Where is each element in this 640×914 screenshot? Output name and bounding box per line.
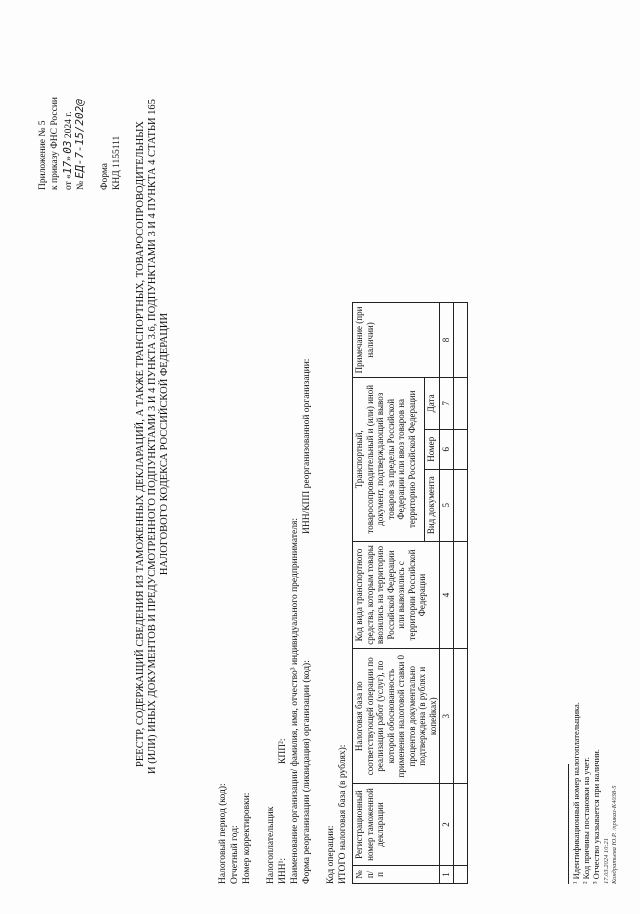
report-year-label: Отчетный год:	[230, 825, 240, 884]
header-num: № п/п	[353, 866, 440, 884]
footnote-1: ¹ Идентификационный номер налогоплательщика.	[571, 702, 581, 884]
col-number: 3	[440, 649, 454, 784]
reorg-form-label: Форма реорганизации (ликвидация) организации (код):	[302, 660, 312, 884]
total-tax-base-label: ИТОГО налоговая база (в рублях):	[338, 744, 348, 884]
empty-cell	[453, 469, 467, 541]
form-label: Форма	[100, 162, 110, 190]
col-number: 8	[440, 303, 454, 378]
header-doc-date: Дата	[425, 377, 440, 429]
appendix-number	[74, 99, 87, 190]
empty-row	[453, 303, 467, 884]
title-line3: НАЛОГОВОГО КОДЕКСА РОССИЙСКОЙ ФЕДЕРАЦИИ	[159, 312, 170, 576]
empty-cell	[453, 377, 467, 429]
col-number: 7	[440, 377, 454, 429]
header-transport-code: Код вида транспортного средства, которым товары ввозились на территорию Российской Федерации или вывозились с территории Российской Федерации	[353, 541, 440, 649]
col-number: 1	[440, 866, 454, 884]
inn-label: ИНН¹:	[278, 857, 288, 884]
column-number-row	[440, 303, 454, 884]
stamp-line1: 17.03.2024 10:21	[603, 837, 610, 884]
col-number: 6	[440, 429, 454, 469]
header-doc-number: Номер	[425, 429, 440, 469]
empty-cell	[453, 541, 467, 649]
tax-period-label: Налоговый период (код):	[218, 783, 228, 884]
empty-cell	[453, 429, 467, 469]
empty-cell	[453, 649, 467, 784]
empty-cell	[453, 784, 467, 866]
reorg-inn-label: ИНН/КПП реорганизованной организации:	[302, 358, 312, 534]
date-prefix: от «	[64, 174, 74, 190]
appendix-line2: к приказу ФНС России	[50, 97, 60, 190]
header-doc-type: Вид документа	[425, 469, 440, 541]
date-month: 03	[61, 140, 74, 154]
taxpayer-label: Налогоплательщик	[266, 806, 276, 884]
header-note: Примечание (при наличии)	[353, 303, 440, 378]
footnote-2: ² Код причины постановки на учет.	[581, 757, 591, 884]
registry-table	[352, 302, 468, 884]
footnote-3: ³ Отчество указывается при наличии.	[591, 749, 601, 884]
col-number: 5	[440, 469, 454, 541]
header-tax-base: Налоговая база по соответствующей операции по реализации работ (услуг), по которой обоснованность применения налоговой ставки 0 процентов документально подтверждена (в рублях и копейках)	[353, 649, 440, 784]
number-value: ЕД-7-15/202@	[73, 99, 86, 179]
date-sep: »	[64, 156, 74, 161]
kpp-label: КПП²:	[278, 738, 288, 764]
correction-number-label: Номер корректировки:	[242, 792, 252, 884]
col-number: 4	[440, 541, 454, 649]
footnote-divider	[568, 764, 569, 884]
empty-cell	[453, 866, 467, 884]
col-number: 2	[440, 784, 454, 866]
header-reg-number: Регистрационный номер таможенной декларации	[353, 784, 440, 866]
operation-code-label: Код операции:	[326, 825, 336, 884]
number-prefix: №	[76, 180, 86, 190]
appendix-line1: Приложение № 5	[38, 120, 48, 190]
empty-cell	[453, 303, 467, 378]
org-name-label: Наименование организации/ фамилия, имя, отчество³ индивидуального предпринимателя:	[290, 518, 300, 884]
date-year: 2024 г.	[64, 111, 74, 139]
title-line2: И (ИЛИ) ИНЫХ ДОКУМЕНТОВ И ПРЕДУСМОТРЕННОГО ПОДПУНКТАМИ 3 И 4 ПУНКТА 3.6, ПОДПУНКТАМИ 3 И 4 ПУНКТА 4 СТАТЬИ 165	[147, 99, 158, 774]
header-transport-doc: Транспортный, товаросопроводительный и (или) иной документ, подтверждающий вывоз товаров за пределы Российской Федерации или ввоз товаров на территорию Российской Федерации	[353, 377, 425, 541]
stamp-line2: Кондратьева Ю.Р. /приказ-К4038-5	[611, 785, 618, 884]
title-line1: РЕЕСТР, СОДЕРЖАЩИЙ СВЕДЕНИЯ ИЗ ТАМОЖЕННЫХ ДЕКЛАРАЦИЙ, А ТАКЖЕ ТРАНСПОРТНЫХ, ТОВАРОСОПРОВОДИТЕЛЬНЫХ	[135, 121, 146, 767]
date-day: 17	[61, 160, 74, 175]
knd-code: КНД 1155111	[112, 135, 122, 190]
